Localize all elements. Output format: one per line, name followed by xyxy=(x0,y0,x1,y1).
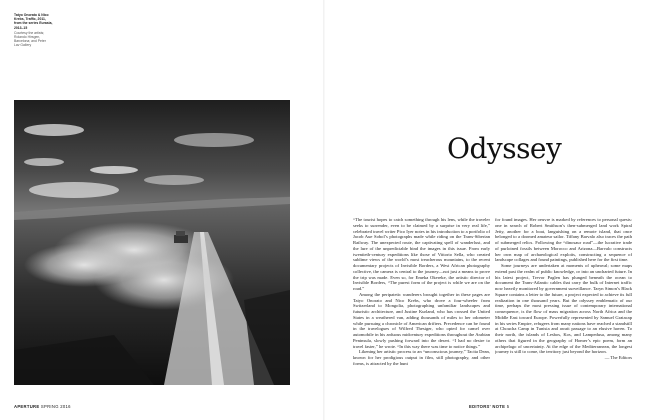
caption-line: Tatyo Onorato & Nico xyxy=(14,13,49,17)
footer-right xyxy=(469,404,509,409)
credit-line: Rolando Hirsgen, xyxy=(14,35,41,40)
landscape-photograph xyxy=(14,100,290,385)
photo-caption xyxy=(14,13,74,48)
paragraph: Among the peripatetic wanderers brought together in these pages are Taiyo Onorato and Nico Krebs, who drove a four-wheeler from Switzerland to Mongolia, photographing unfamiliar landscapes and futuristic architecture, and Justine Kurland, who has crossed the United States in a weathered van, adding thousands of miles to her odometer while pursuing a chronicle of American drifters. Precedence can be found in the travelogues of Wilfred Thesiger, who opted for camel over automobile in his arduous midcentury expeditions throughout the Arabian Peninsula, slowly pushing forward into the desert. “I had no desire to travel faster,” he wrote. “In this way there was time to notice things.” xyxy=(353,291,490,349)
paragraph: Likening her artistic process to an “unconscious journey,” Tacita Dean, known for her prodigious output in film, still photography, and other forms, is attracted by the hunt xyxy=(353,349,490,366)
credit-line: Barcelona; and Peter xyxy=(14,39,46,44)
caption-title-block xyxy=(14,13,74,30)
caption-line: 2013–15 xyxy=(14,25,28,30)
credit-line: Lav Gallery xyxy=(14,43,32,48)
issue-label: SPRING 2016 xyxy=(39,404,71,409)
footer-left xyxy=(14,404,71,409)
credit-line: Courtesy the artists; xyxy=(14,30,45,35)
article-title: Odyssey xyxy=(447,132,562,165)
editors-signature: — The Editors xyxy=(604,355,632,360)
section-label: EDITORS' NOTE xyxy=(469,404,506,409)
page-number: 5 xyxy=(505,404,510,409)
text-column-left xyxy=(353,217,490,403)
page-gutter xyxy=(323,0,325,420)
caption-credit xyxy=(14,31,74,48)
paragraph: Some journeys are undertaken at moments of upheaval; some maps extend past the realm of public knowledge, or into an uncharted future. In his latest project, Trevor Paglen has plunged beneath the ocean to document the Trans-Atlantic cables that carry the bulk of Internet traffic now heavily monitored by government surveillance. Taryn Simon’s Black Square contains a letter to the future, a project expected to achieve its full realization in one thousand years. But the odyssey emblematic of our time, perhaps the most pressing issue of contemporary international consequence, is the flow of mass migration across North Africa and the Middle East toward Europe. Powerfully represented by Samuel Gratacap in his series Empire, refugees from many nations have reached a standstill at Choucha Camp in Tunisia and await passage to an elusive haven. To their north, the islands of Lesbos, Kos, and Lampedusa, among many others that figured in the geography of Homer’s epic poem, form an archipelago of uncertainty. At the edge of the Mediterranean, the longest journey is still to come, the territory just beyond the horizon. xyxy=(495,263,632,355)
caption-line: from the series Eurasia, xyxy=(14,21,53,26)
magazine-brand: APERTURE xyxy=(14,404,40,409)
caption-line: Krebs, Traffic, 2011, xyxy=(14,17,46,22)
paragraph: for found images. Her oeuvre is marked by references to personal quests: one in search of Robert Smithson’s then-submerged land work Spiral Jetty, another for a boat, languishing on a remote island, that once belonged to a doomed amateur sailor. Tiffany Barvalo also traces the path of submerged relics. Following the “dinosaur road”—the lucrative trade of purloined fossils between Morocco and Arizona—Barvalo constructs her own map of archaeological exploits, constructing a sequence of landscape collages and found paintings, published here for the first time. xyxy=(495,217,632,263)
text-column-right xyxy=(495,217,632,403)
paragraph: “The tourist hopes to catch something through his lens, while the traveler seeks to surrender, even to be claimed by a surprise in very real life,” celebrated travel writer Pico Iyer notes in his introduction to a portfolio of Jacob Aue Sobol’s photographs made while riding on the Trans-Siberian Railway. The unexpected route, the captivating spell of wanderlust, and the lure of the unpredictable bind the images in this issue. From early twentieth-century expeditions like those of Vittorio Sella, who created sublime views of the world’s most treacherous mountains, to the recent documentary projects of Invisible Borders, a West African photography collective, the camera is central to the journey—not just a means to prove the trip was made. Even so, for Emeka Okereke, the artistic director of Invisible Borders, “The purest form of the project is while we are on the road.” xyxy=(353,217,490,291)
